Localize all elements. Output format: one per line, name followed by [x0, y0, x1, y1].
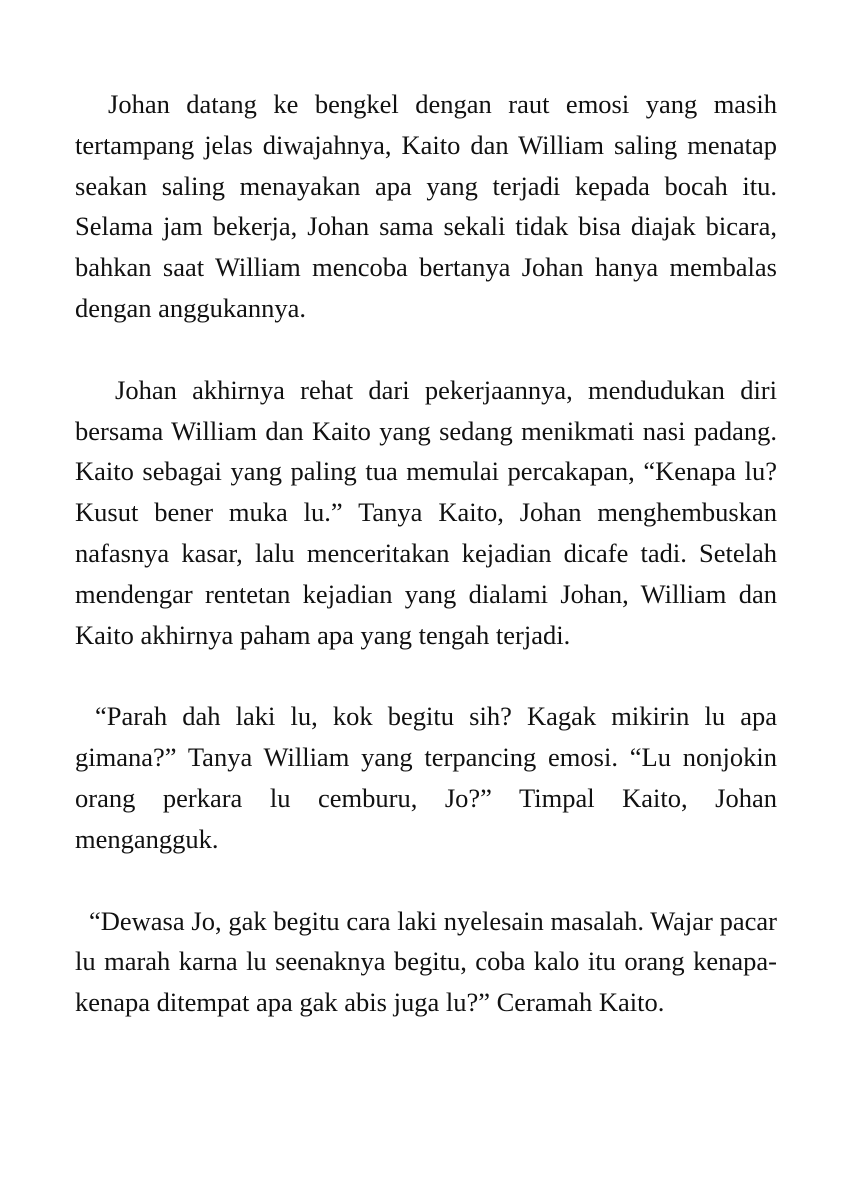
- paragraph-4: “Dewasa Jo, gak begitu cara laki nyelesain masalah. Wajar pacar lu marah karna lu seenaknya begitu, coba kalo itu orang kenapa-kenapa ditempat apa gak abis juga lu?” Ceramah Kaito.: [75, 905, 777, 1018]
- paragraph-1: Johan datang ke bengkel dengan raut emosi yang masih tertampang jelas diwajahnya, Kaito dan William saling menatap seakan saling menayakan apa yang terjadi kepada bocah itu. Selama jam bekerja, Johan sama sekali tidak bisa diajak bicara, bahkan saat William mencoba bertanya Johan hanya membalas dengan anggukannya.: [75, 89, 777, 323]
- paragraph-3: “Parah dah laki lu, kok begitu sih? Kagak mikirin lu apa gimana?” Tanya William yang terpancing emosi. “Lu nonjokin orang perkara lu cemburu, Jo?” Timpal Kaito, Johan mengangguk.: [75, 701, 777, 854]
- document-body: [75, 84, 777, 1064]
- paragraph-2: Johan akhirnya rehat dari pekerjaannya, mendudukan diri bersama William dan Kaito yang sedang menikmati nasi padang. Kaito sebagai yang paling tua memulai percakapan, “Kenapa lu? Kusut bener muka lu.” Tanya Kaito, Johan menghembuskan nafasnya kasar, lalu menceritakan kejadian dicafe tadi. Setelah mendengar rentetan kejadian yang dialami Johan, William dan Kaito akhirnya paham apa yang tengah terjadi.: [75, 374, 777, 650]
